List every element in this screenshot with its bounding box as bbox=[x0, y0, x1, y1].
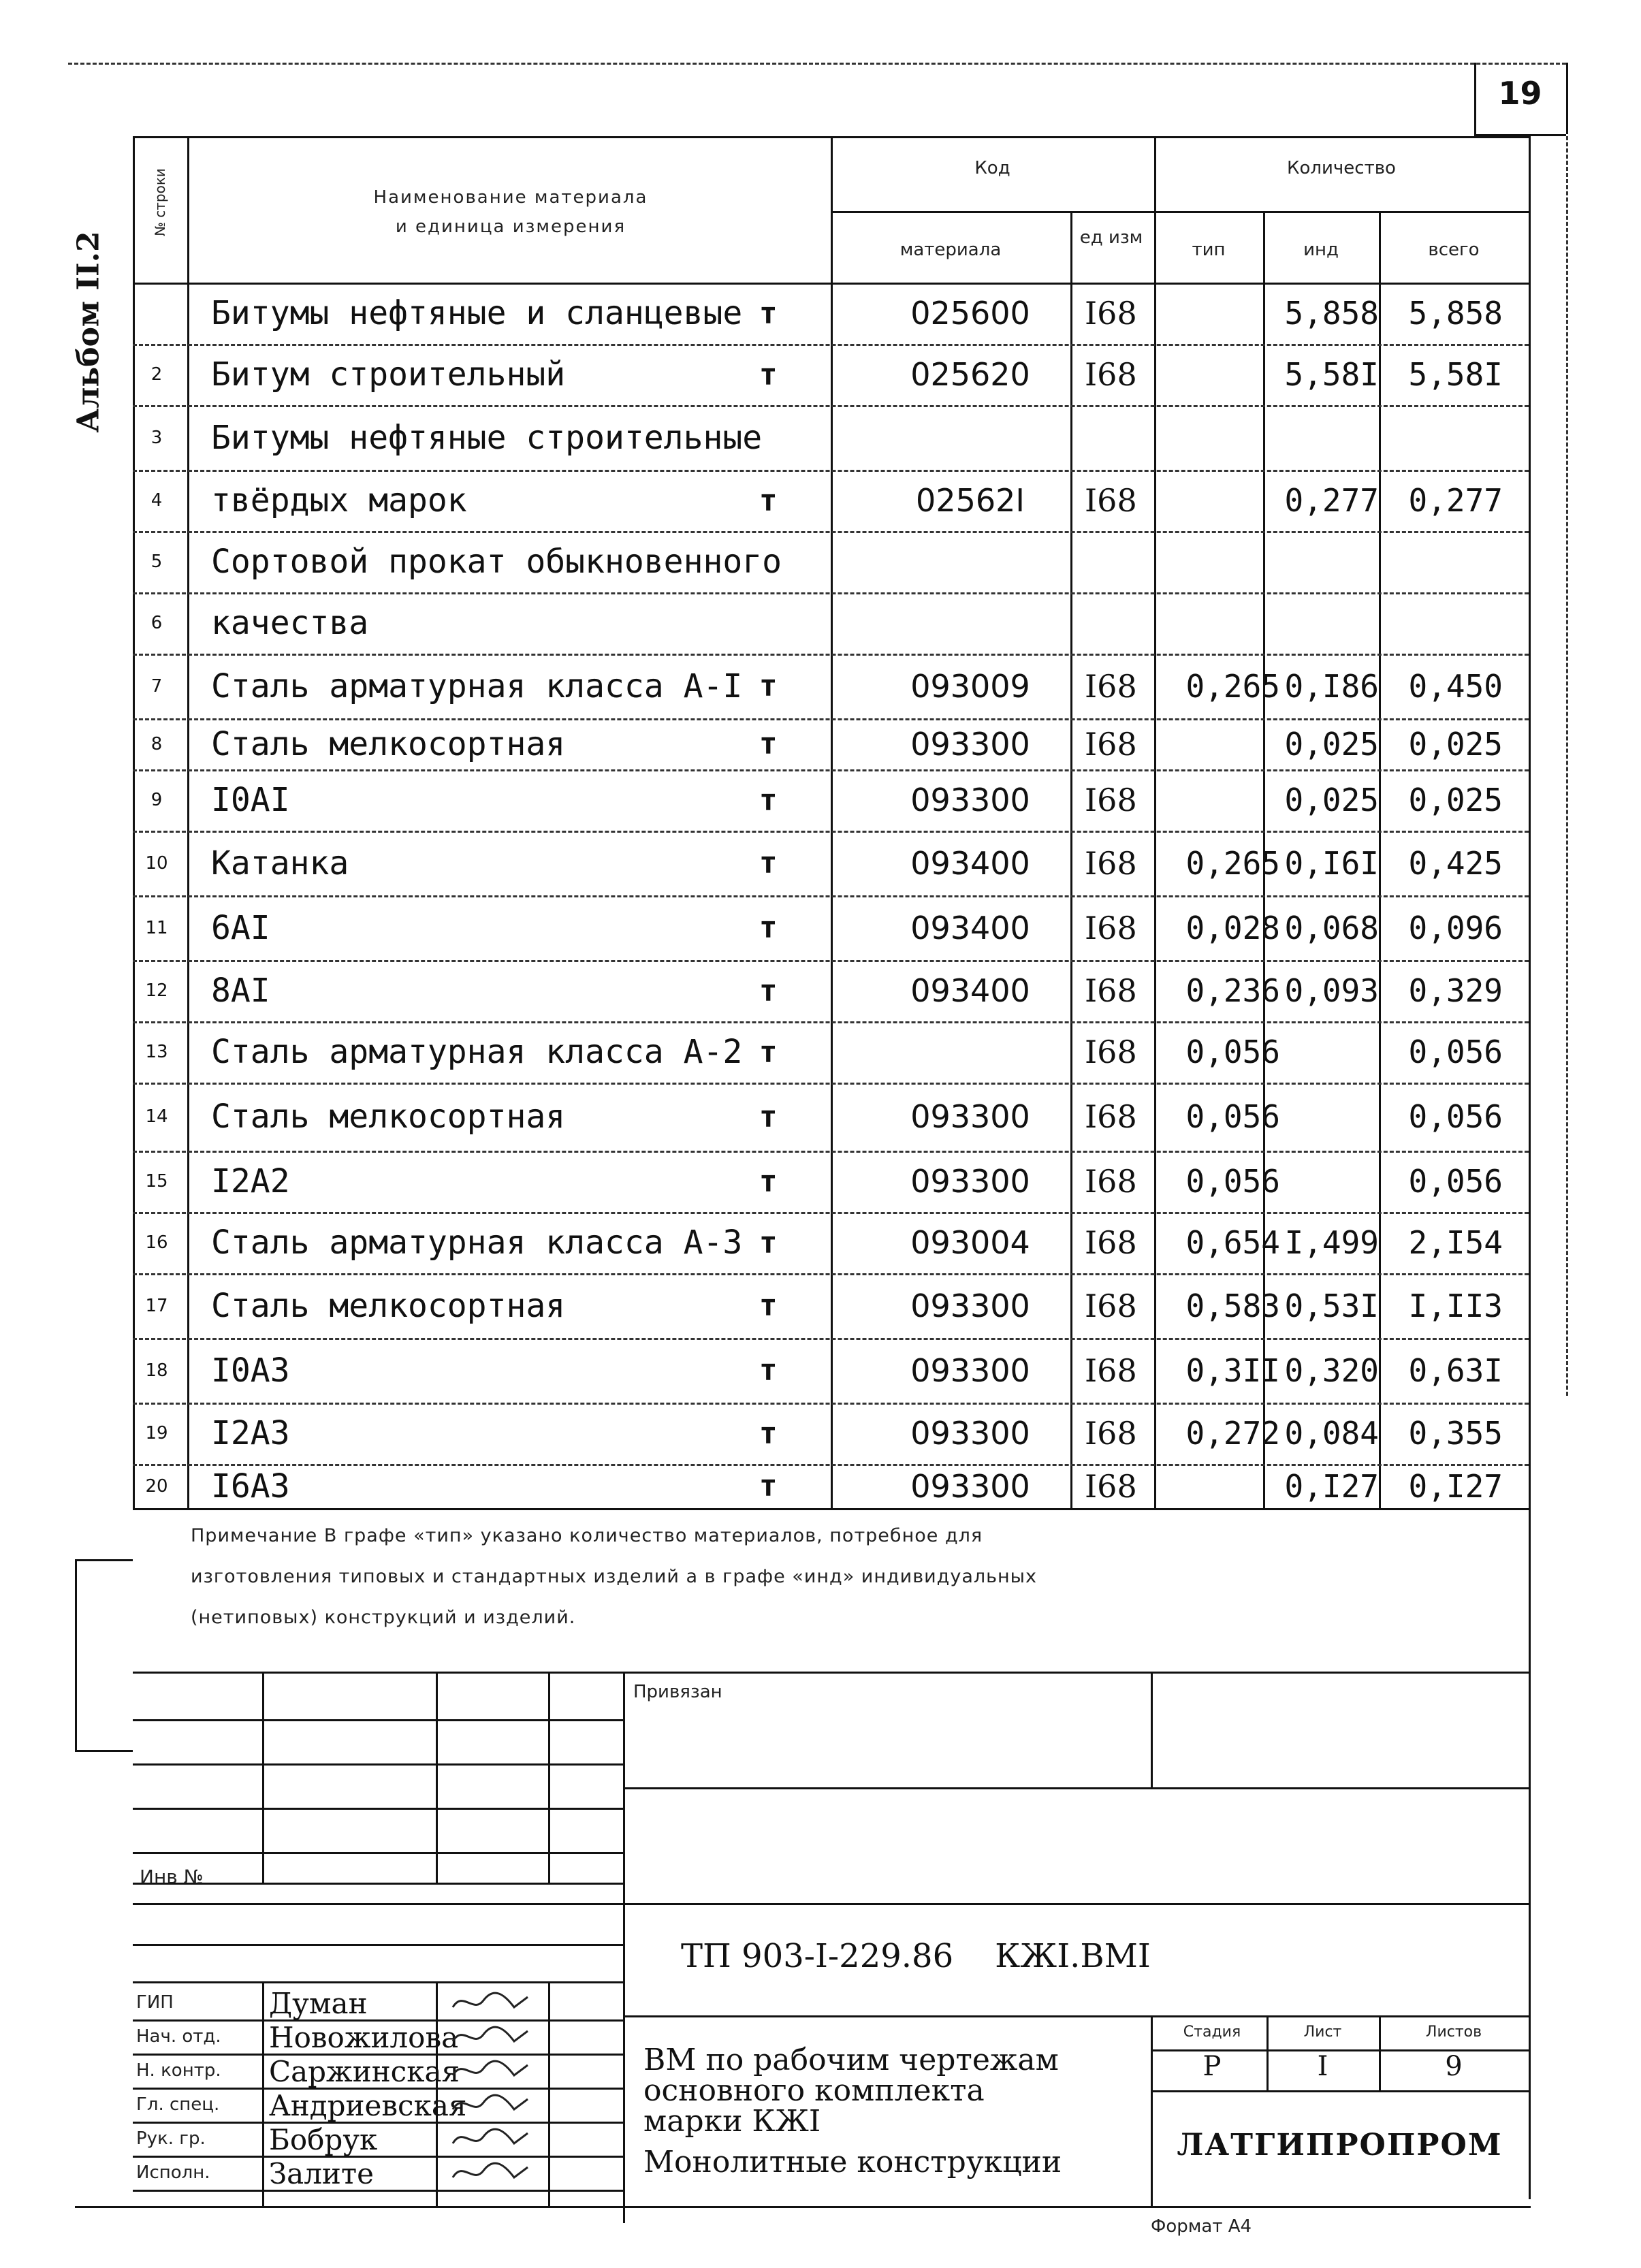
stage-value: Р bbox=[1202, 2051, 1222, 2082]
unit-mark: т bbox=[759, 1288, 778, 1323]
roles-col2 bbox=[436, 1981, 438, 2206]
qty-total: 0,056 bbox=[1408, 1098, 1503, 1135]
tb-row-c bbox=[133, 1808, 623, 1810]
table-row bbox=[133, 344, 1529, 405]
tb-row-d bbox=[623, 1787, 1531, 1789]
material-code bbox=[834, 405, 1106, 470]
ind-col-header: инд bbox=[1303, 240, 1339, 260]
row-number: 4 bbox=[150, 490, 163, 511]
qty-total: I,II3 bbox=[1408, 1287, 1503, 1324]
stage-left bbox=[1151, 2015, 1153, 2206]
table-row bbox=[133, 1151, 1529, 1212]
top-border-line bbox=[68, 63, 1566, 65]
material-name: Сталь арматурная класса А-I bbox=[211, 667, 743, 705]
row-number: 11 bbox=[145, 917, 168, 938]
row-number: 7 bbox=[150, 675, 163, 697]
roles-col1 bbox=[262, 1981, 264, 2206]
unit-code: I68 bbox=[1085, 1415, 1137, 1452]
row-number: 12 bbox=[145, 980, 168, 1001]
table-right-border bbox=[1529, 136, 1531, 2199]
qty-ind: 0,068 bbox=[1284, 909, 1379, 946]
unit-mark: т bbox=[759, 973, 778, 1008]
signature-role: Гл. спец. bbox=[136, 2094, 220, 2115]
right-margin-line bbox=[1566, 136, 1568, 1396]
tb-row-e bbox=[133, 1852, 623, 1854]
row-number: 3 bbox=[150, 427, 163, 448]
qty-ind bbox=[1263, 1083, 1379, 1151]
margin-mark-1 bbox=[75, 1559, 133, 1561]
table-row bbox=[133, 1403, 1529, 1464]
tip-col-header: тип bbox=[1192, 240, 1226, 260]
total-col-header: всего bbox=[1428, 240, 1480, 260]
note-line-3: (нетиповых) конструкций и изделий. bbox=[191, 1607, 576, 1628]
title-line-4: Монолитные конструкции bbox=[643, 2145, 1062, 2179]
qty-tip: 0,056 bbox=[1185, 1163, 1280, 1200]
table-row bbox=[133, 1212, 1529, 1273]
table-row bbox=[133, 769, 1529, 831]
unit-mark: т bbox=[759, 1353, 778, 1388]
sheet-number: 19 bbox=[1498, 75, 1542, 112]
note-line-2: изготовления типовых и стандартных изделий а в графе «инд» индивидуальных bbox=[191, 1566, 1037, 1587]
table-row bbox=[133, 1021, 1529, 1083]
code-header: Код bbox=[974, 158, 1010, 178]
qty-total: 0,277 bbox=[1408, 482, 1503, 519]
material-code: 093009 bbox=[910, 667, 1030, 705]
material-name: 8AI bbox=[211, 972, 270, 1010]
unit-code: I68 bbox=[1085, 667, 1137, 705]
material-code bbox=[834, 1021, 1106, 1083]
row-number: 16 bbox=[145, 1232, 168, 1253]
qty-ind bbox=[1263, 1021, 1379, 1083]
qty-total bbox=[1380, 531, 1503, 592]
material-name: I6A3 bbox=[211, 1467, 290, 1505]
unit-mark: т bbox=[759, 669, 778, 703]
margin-mark-2 bbox=[75, 1750, 133, 1752]
unit-code: I68 bbox=[1085, 1352, 1137, 1389]
qty-total: 5,58I bbox=[1408, 356, 1503, 393]
title-line-1: ВМ по рабочим чертежам bbox=[643, 2043, 1059, 2077]
row-num-header: № строки bbox=[152, 168, 168, 236]
qty-total: 0,056 bbox=[1408, 1034, 1503, 1070]
qty-total: 0,025 bbox=[1408, 725, 1503, 763]
material-name: качества bbox=[211, 604, 369, 642]
material-code: 093300 bbox=[910, 782, 1030, 818]
qty-tip bbox=[1158, 592, 1280, 654]
qty-tip bbox=[1158, 470, 1280, 531]
qty-total: 0,096 bbox=[1408, 909, 1503, 946]
signature-name: Бобрук bbox=[269, 2123, 378, 2156]
unit-code: I68 bbox=[1085, 725, 1137, 763]
qty-ind: 0,025 bbox=[1284, 725, 1379, 763]
row-number: 14 bbox=[145, 1106, 168, 1127]
row-number bbox=[133, 283, 180, 344]
qty-ind: I,499 bbox=[1284, 1224, 1379, 1261]
material-code bbox=[834, 592, 1106, 654]
signature-name: Андриевская bbox=[269, 2089, 467, 2122]
sheet-number-box-right bbox=[1566, 63, 1568, 134]
material-name: твёрдых марок bbox=[211, 481, 467, 520]
unit-code: I68 bbox=[1085, 295, 1137, 332]
unit-mark: т bbox=[759, 910, 778, 945]
table-row bbox=[133, 1464, 1529, 1508]
signature-name: Саржинская bbox=[269, 2055, 460, 2088]
title-area-top bbox=[623, 2015, 1531, 2017]
signature-name: Залите bbox=[269, 2157, 374, 2190]
qty-ind: 0,320 bbox=[1284, 1352, 1379, 1389]
note-line-1: Примечание В графе «тип» указано количество материалов, потребное для bbox=[191, 1525, 983, 1546]
document-code: ТП 903-I-229.86 КЖI.ВМI bbox=[681, 1937, 1151, 1975]
unit-code: I68 bbox=[1085, 1098, 1137, 1135]
qty-total: 0,425 bbox=[1408, 844, 1503, 882]
unit-mark: т bbox=[759, 1099, 778, 1134]
title-line-3: марки КЖI bbox=[643, 2104, 821, 2139]
material-name: 6AI bbox=[211, 908, 270, 947]
material-name: Сталь мелкосортная bbox=[211, 1098, 566, 1136]
material-code: 093400 bbox=[910, 909, 1030, 946]
row-number: 13 bbox=[145, 1042, 168, 1062]
qty-tip bbox=[1158, 718, 1280, 769]
qty-ind bbox=[1263, 1151, 1379, 1212]
qty-tip bbox=[1158, 531, 1280, 592]
margin-mark-3 bbox=[75, 1559, 77, 1750]
qty-total: 0,355 bbox=[1408, 1415, 1503, 1452]
signature-role: Рук. гр. bbox=[136, 2128, 206, 2149]
unit-code: I68 bbox=[1085, 482, 1137, 519]
qty-tip bbox=[1158, 283, 1280, 344]
row-number: 6 bbox=[150, 613, 163, 633]
side-label: Альбом II.2 bbox=[71, 231, 106, 433]
row-number: 2 bbox=[150, 364, 163, 385]
signature-name: Думан bbox=[269, 1987, 368, 2020]
material-name: Сортовой прокат обыкновенного bbox=[211, 543, 782, 581]
qty-tip: 0,272 bbox=[1185, 1415, 1280, 1452]
table-row bbox=[133, 831, 1529, 895]
qty-tip: 0,265 bbox=[1185, 844, 1280, 882]
material-code: 093400 bbox=[910, 972, 1030, 1009]
sheets-value: 9 bbox=[1445, 2051, 1463, 2082]
material-name: I2A3 bbox=[211, 1414, 290, 1452]
material-code: 093300 bbox=[910, 1415, 1030, 1452]
name-header-line2: и единица измерения bbox=[395, 217, 626, 237]
material-code: 093400 bbox=[910, 844, 1030, 882]
row-number: 19 bbox=[145, 1423, 168, 1443]
unit-mark: т bbox=[759, 1416, 778, 1451]
tb-col5 bbox=[1151, 1672, 1153, 1787]
unit-code: I68 bbox=[1085, 1467, 1137, 1505]
tb-row-b bbox=[133, 1763, 623, 1766]
material-name: I2A2 bbox=[211, 1162, 290, 1200]
table-row bbox=[133, 470, 1529, 531]
row-number: 20 bbox=[145, 1475, 168, 1497]
qty-total: 2,I54 bbox=[1408, 1224, 1503, 1261]
signature-role: Н. контр. bbox=[136, 2060, 221, 2081]
roles-col3 bbox=[548, 1981, 550, 2206]
material-name: I0AI bbox=[211, 781, 290, 819]
qty-ind: 5,58I bbox=[1284, 356, 1379, 393]
qty-total: 0,329 bbox=[1408, 972, 1503, 1009]
unit-code: I68 bbox=[1085, 1287, 1137, 1324]
material-col-header: материала bbox=[899, 240, 1002, 260]
qty-ind: 0,093 bbox=[1284, 972, 1379, 1009]
qty-tip: 0,056 bbox=[1185, 1098, 1280, 1135]
unit-code: I68 bbox=[1085, 1034, 1137, 1070]
signature-name: Новожилова bbox=[269, 2021, 459, 2054]
table-row bbox=[133, 405, 1529, 470]
tb-row-a bbox=[133, 1719, 623, 1721]
material-name: Битум строительный bbox=[211, 355, 566, 394]
table-row bbox=[133, 283, 1529, 344]
table-row bbox=[133, 531, 1529, 592]
unit-mark: т bbox=[759, 296, 778, 331]
unit-code: I68 bbox=[1085, 909, 1137, 946]
qty-tip bbox=[1158, 769, 1280, 831]
material-code: 093300 bbox=[910, 1467, 1030, 1505]
unit-mark: т bbox=[759, 726, 778, 761]
row-number: 10 bbox=[145, 852, 168, 874]
qty-total bbox=[1380, 592, 1503, 654]
material-name: Битумы нефтяные строительные bbox=[211, 418, 763, 457]
table-row bbox=[133, 592, 1529, 654]
qty-header: Количество bbox=[1287, 158, 1396, 178]
signature-role: Исполн. bbox=[136, 2162, 210, 2183]
unit-code: I68 bbox=[1085, 972, 1137, 1009]
qty-tip bbox=[1158, 405, 1280, 470]
qty-ind: 5,858 bbox=[1284, 295, 1379, 332]
tb-col3 bbox=[548, 1672, 550, 1883]
qty-ind bbox=[1263, 592, 1379, 654]
unit-code: I68 bbox=[1085, 782, 1137, 818]
privyazan-label: Привязан bbox=[633, 1682, 722, 1702]
material-name: Битумы нефтяные и сланцевые bbox=[211, 294, 743, 332]
qty-tip: 0,028 bbox=[1185, 909, 1280, 946]
material-name: Сталь арматурная класса А-2 bbox=[211, 1033, 743, 1071]
row-number: 9 bbox=[150, 790, 163, 810]
unit-code: I68 bbox=[1085, 1163, 1137, 1200]
material-code: 025600 bbox=[910, 295, 1030, 332]
format-label: Формат А4 bbox=[1151, 2216, 1252, 2237]
qty-ind bbox=[1263, 531, 1379, 592]
material-name: Сталь мелкосортная bbox=[211, 1286, 566, 1325]
material-name: Сталь арматурная класса А-3 bbox=[211, 1224, 743, 1262]
tb-row-g bbox=[133, 1903, 1531, 1905]
qty-total: 0,450 bbox=[1408, 667, 1503, 705]
unit-code: I68 bbox=[1085, 356, 1137, 393]
qty-total: 0,I27 bbox=[1408, 1467, 1503, 1505]
header-mid-line bbox=[831, 211, 1531, 213]
inv-no-label: Инв № bbox=[140, 1866, 204, 1888]
qty-ind: 0,I86 bbox=[1284, 667, 1379, 705]
table-row bbox=[133, 1083, 1529, 1151]
qty-tip: 0,236 bbox=[1185, 972, 1280, 1009]
material-code: 093300 bbox=[910, 1163, 1030, 1200]
signature-role: Нач. отд. bbox=[136, 2026, 221, 2047]
material-code: 093300 bbox=[910, 1352, 1030, 1389]
unit-col-header: ед изм bbox=[1079, 227, 1143, 248]
qty-total: 5,858 bbox=[1408, 295, 1503, 332]
material-code bbox=[834, 531, 1106, 592]
tb-col1 bbox=[262, 1672, 264, 1883]
qty-ind: 0,084 bbox=[1284, 1415, 1379, 1452]
title-line-2: основного комплекта bbox=[643, 2073, 985, 2108]
title-block-top bbox=[133, 1672, 1531, 1674]
material-code: 093004 bbox=[910, 1224, 1030, 1261]
table-row bbox=[133, 960, 1529, 1021]
material-code: 093300 bbox=[910, 1098, 1030, 1135]
qty-total bbox=[1380, 405, 1503, 470]
row-number: 18 bbox=[145, 1360, 168, 1381]
unit-code: I68 bbox=[1085, 1224, 1137, 1261]
qty-ind: 0,277 bbox=[1284, 482, 1379, 519]
sheets-label: Листов bbox=[1425, 2024, 1482, 2041]
tb-row-f bbox=[133, 1883, 623, 1885]
qty-tip: 0,056 bbox=[1185, 1034, 1280, 1070]
stage-label: Стадия bbox=[1183, 2024, 1241, 2041]
qty-tip bbox=[1158, 1464, 1280, 1508]
row-number: 17 bbox=[145, 1295, 168, 1316]
unit-mark: т bbox=[759, 782, 778, 818]
qty-total: 0,63I bbox=[1408, 1352, 1503, 1389]
sheet-label: Лист bbox=[1303, 2024, 1342, 2041]
table-row bbox=[133, 1338, 1529, 1403]
material-name: I0A3 bbox=[211, 1351, 290, 1390]
table-row bbox=[133, 895, 1529, 960]
qty-tip: 0,3II bbox=[1185, 1352, 1280, 1389]
material-code: 093300 bbox=[910, 725, 1030, 763]
sheet-value: I bbox=[1317, 2051, 1328, 2082]
qty-tip: 0,654 bbox=[1185, 1224, 1280, 1261]
tb-col4 bbox=[623, 1672, 625, 2223]
organization-name: ЛАТГИПРОПРОМ bbox=[1177, 2128, 1503, 2162]
unit-mark: т bbox=[759, 357, 778, 392]
qty-tip: 0,265 bbox=[1185, 667, 1280, 705]
note-top-line bbox=[133, 1508, 1531, 1510]
qty-tip: 0,583 bbox=[1185, 1287, 1280, 1324]
unit-mark: т bbox=[759, 1469, 778, 1503]
stage-bottom bbox=[1151, 2090, 1531, 2092]
title-block-bottom bbox=[75, 2206, 1531, 2208]
signature-role: ГИП bbox=[136, 1992, 174, 2013]
unit-mark: т bbox=[759, 1034, 778, 1070]
tb-row-h bbox=[133, 1944, 623, 1946]
unit-code: I68 bbox=[1085, 844, 1137, 882]
table-row bbox=[133, 718, 1529, 769]
unit-mark: т bbox=[759, 1225, 778, 1260]
material-code: 025620 bbox=[910, 356, 1030, 393]
material-name: Катанка bbox=[211, 844, 349, 882]
unit-mark: т bbox=[759, 483, 778, 518]
name-header-line1: Наименование материала bbox=[373, 187, 648, 208]
material-code: 093300 bbox=[910, 1287, 1030, 1324]
unit-mark: т bbox=[759, 846, 778, 880]
qty-tip bbox=[1158, 344, 1280, 405]
table-row bbox=[133, 1273, 1529, 1338]
qty-total: 0,025 bbox=[1408, 782, 1503, 818]
material-name: Сталь мелкосортная bbox=[211, 724, 566, 763]
row-number: 5 bbox=[150, 552, 163, 572]
tb-col2 bbox=[436, 1672, 438, 1883]
unit-mark: т bbox=[759, 1164, 778, 1199]
qty-ind: 0,I6I bbox=[1284, 844, 1379, 882]
qty-ind: 0,53I bbox=[1284, 1287, 1379, 1324]
row-number: 15 bbox=[145, 1171, 168, 1192]
table-row bbox=[133, 654, 1529, 718]
material-code: 02562I bbox=[916, 482, 1025, 519]
row-number: 8 bbox=[150, 733, 163, 754]
qty-ind bbox=[1263, 405, 1379, 470]
qty-total: 0,056 bbox=[1408, 1163, 1503, 1200]
qty-ind: 0,I27 bbox=[1284, 1467, 1379, 1505]
qty-ind: 0,025 bbox=[1284, 782, 1379, 818]
